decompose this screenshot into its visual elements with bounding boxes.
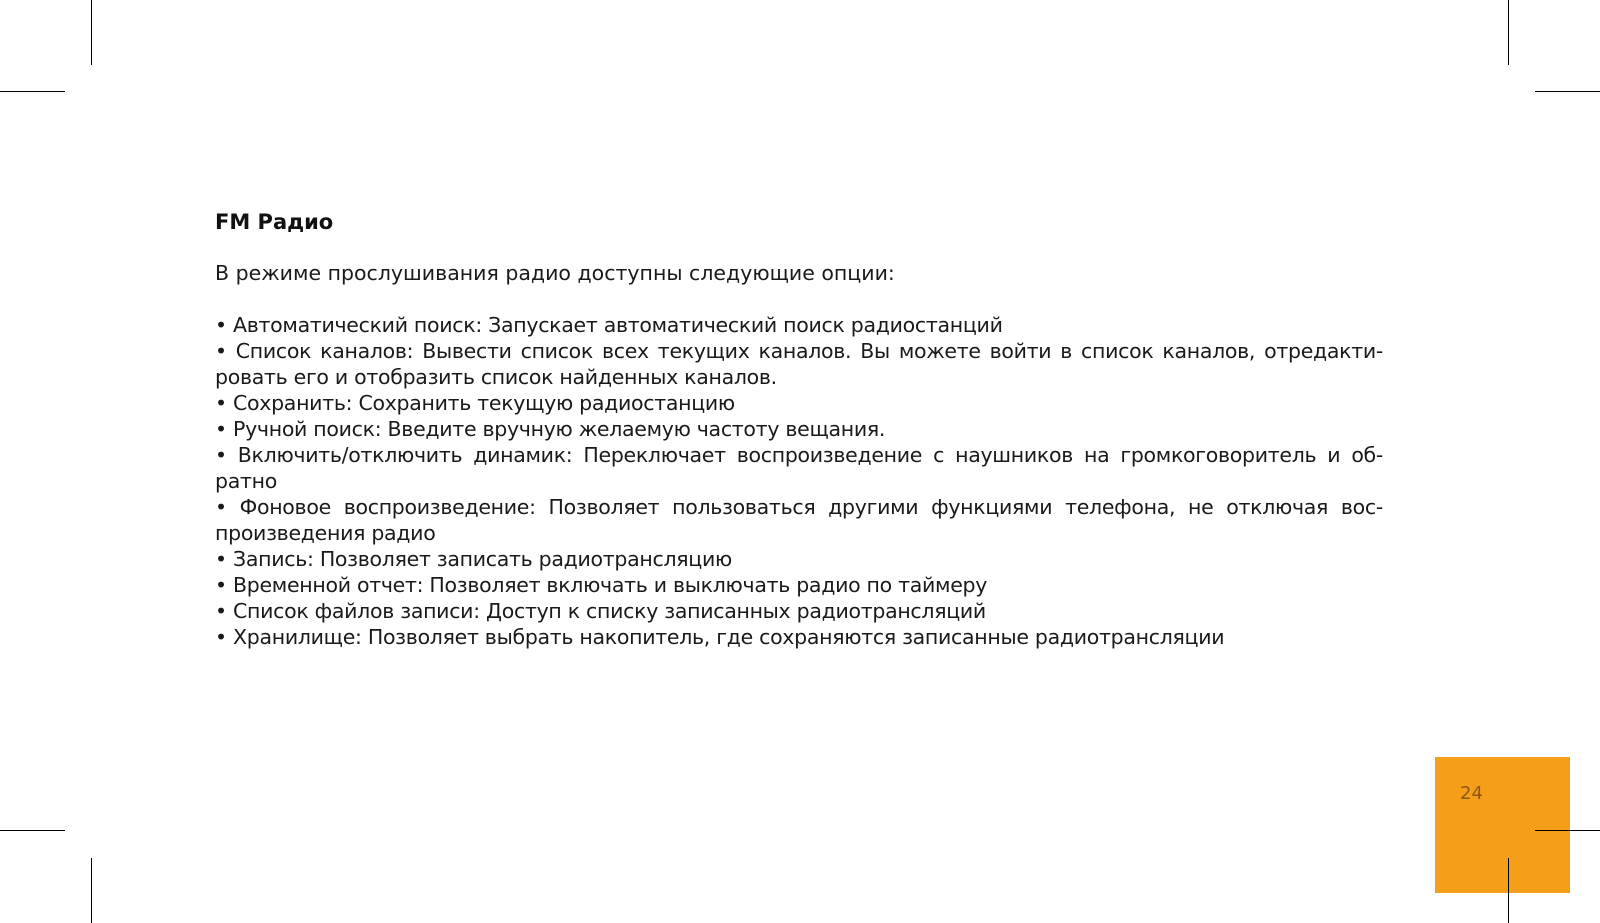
- crop-mark-top-left-vertical: [91, 0, 92, 65]
- list-item: • Запись: Позволяет записать радиотрансляцию: [215, 547, 732, 571]
- list-item: • Включить/отключить динамик: Переключает воспроизведение с наушников на громкоговоритель и об-ратно: [215, 443, 1383, 493]
- section-title: FM Радио: [215, 210, 334, 234]
- document-content: [215, 208, 1383, 650]
- crop-mark-bottom-left-horizontal: [0, 830, 65, 831]
- list-item: • Хранилище: Позволяет выбрать накопитель, где сохраняются записанные радиотрансляции: [215, 625, 1225, 649]
- list-item: • Список файлов записи: Доступ к списку записанных радиотрансляций: [215, 599, 986, 623]
- page-number: 24: [1460, 783, 1483, 804]
- list-item: • Сохранить: Сохранить текущую радиостанцию: [215, 391, 735, 415]
- crop-mark-top-left-horizontal: [0, 91, 65, 92]
- crop-mark-bottom-right-vertical: [1508, 858, 1509, 923]
- list-item: • Ручной поиск: Введите вручную желаемую частоту вещания.: [215, 417, 886, 441]
- list-item: • Фоновое воспроизведение: Позволяет пользоваться другими функциями телефона, не отключая вос-произведения радио: [215, 495, 1383, 545]
- crop-mark-top-right-vertical: [1508, 0, 1509, 65]
- section-intro: В режиме прослушивания радио доступны следующие опции:: [215, 261, 895, 285]
- list-item: • Временной отчет: Позволяет включать и выключать радио по таймеру: [215, 573, 988, 597]
- page-number-box: [1435, 757, 1570, 893]
- crop-mark-bottom-left-vertical: [91, 858, 92, 923]
- options-list: [215, 312, 1383, 650]
- list-item: • Список каналов: Вывести список всех текущих каналов. Вы можете войти в список каналов, отредакти-ровать его и отобразить список найденных каналов.: [215, 339, 1383, 389]
- crop-mark-bottom-right-horizontal: [1535, 830, 1600, 831]
- list-item: • Автоматический поиск: Запускает автоматический поиск радиостанций: [215, 313, 1003, 337]
- crop-mark-top-right-horizontal: [1535, 91, 1600, 92]
